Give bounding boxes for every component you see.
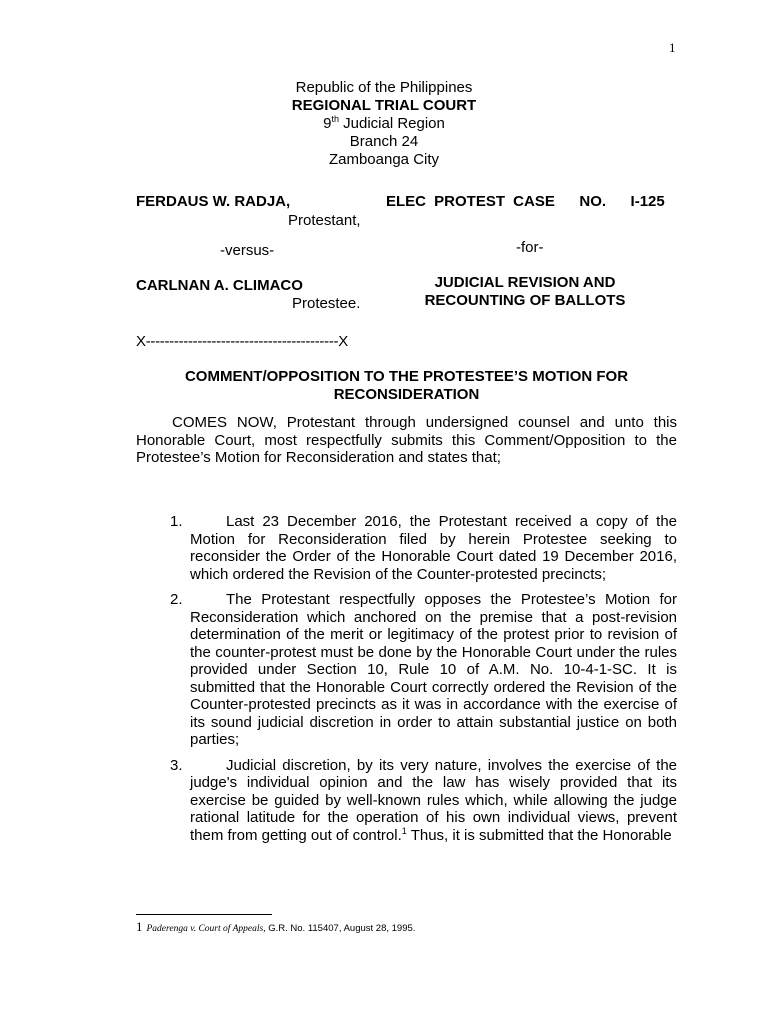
title-line-2: RECONSIDERATION xyxy=(333,386,480,403)
remedy-line-1: JUDICIAL REVISION AND xyxy=(434,274,616,291)
case-number: ELEC PROTEST CASE NO. I-125 xyxy=(386,193,665,210)
item-text: Last 23 December 2016, the Protestant received a copy of the Motion for Reconsideration filed by herein Protestee seeking to reconsider the Order of the Honorable Court dated 19 December 2016, which ordered the Revision of the Counter-protested precincts; xyxy=(190,513,677,583)
item-number: 1. xyxy=(170,513,183,530)
court-name: REGIONAL TRIAL COURT xyxy=(291,97,477,114)
court-republic: Republic of the Philippines xyxy=(295,79,473,96)
item-text: The Protestant respectfully opposes the Protestee’s Motion for Reconsideration which anchored on the premise that a post-revision determination of the merit or legitimacy of the protest prior to revision of the counter-protest must be done by the Honorable Court under the rules provided under Section 10, Rule 10 of A.M. No. 10-4-1-SC. It is submitted that the Honorable Court correctly ordered the Revision of the Counter-protested precincts as it was in accordance with the exercise of its sound judicial discretion in order to attain substantial justice on both parties; xyxy=(190,591,677,748)
caption-divider: X-----------------------------------------X xyxy=(136,333,348,350)
remedy-line-2: RECOUNTING OF BALLOTS xyxy=(424,292,626,309)
versus-label: -versus- xyxy=(220,242,275,259)
title-line-1: COMMENT/OPPOSITION TO THE PROTESTEE’S MOTION FOR xyxy=(184,368,629,385)
court-heading xyxy=(0,79,768,169)
footnote-reference[interactable]: 1 xyxy=(401,825,407,836)
protestant-name: FERDAUS W. RADJA, xyxy=(136,193,291,210)
intro-paragraph: COMES NOW, Protestant through undersigned counsel and unto this Honorable Court, most respectfully submits this Comment/Opposition to the Protestee’s Motion for Reconsideration and states that; xyxy=(136,414,677,466)
for-label: -for- xyxy=(516,239,544,256)
remedy-title xyxy=(405,274,645,310)
page-number: 1 xyxy=(669,40,676,55)
item-number: 2. xyxy=(170,591,183,608)
list-item xyxy=(136,757,677,845)
footnote-mark: 1 xyxy=(136,919,143,934)
footnote xyxy=(136,919,415,935)
protestant-role: Protestant, xyxy=(288,212,361,229)
court-region: 9th Judicial Region xyxy=(323,114,445,132)
footnote-rule xyxy=(136,914,272,915)
list-item xyxy=(136,591,677,749)
court-city: Zamboanga City xyxy=(328,151,440,168)
protestee-name: CARLNAN A. CLIMACO xyxy=(136,277,303,294)
footnote-citation: G.R. No. 115407, August 28, 1995. xyxy=(265,923,416,934)
court-branch: Branch 24 xyxy=(349,133,419,150)
numbered-list xyxy=(136,513,677,852)
item-text: Judicial discretion, by its very nature, involves the exercise of the judge's individual opinion and the law has wisely provided that its exercise be guided by well-known rules which, while allowing the judge rational latitude for the operation of his own individual views, prevent them from getting out of control.$^1$ Thus, it is submitted that the Honorable xyxy=(190,756,677,844)
footnote-case: Paderenga v. Court of Appeals, xyxy=(146,924,266,934)
document-title xyxy=(136,368,677,404)
protestee-role: Protestee. xyxy=(292,295,361,312)
item-number: 3. xyxy=(170,756,183,774)
list-item xyxy=(136,513,677,583)
